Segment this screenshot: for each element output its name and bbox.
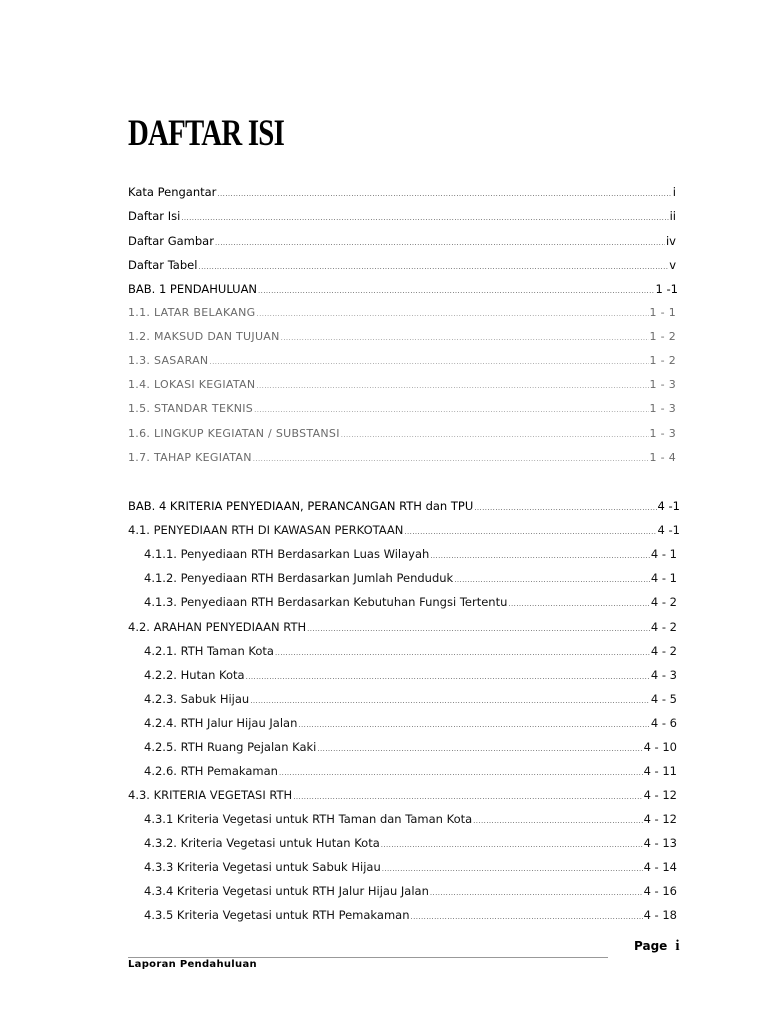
toc-page: 1 - 3 <box>649 402 676 415</box>
toc-entry-1-4[interactable] <box>128 376 676 394</box>
toc-page: 4 - 12 <box>643 788 677 802</box>
toc-page: 4 - 10 <box>643 740 677 754</box>
toc-page: 4 - 16 <box>643 884 677 898</box>
toc-label: 4.2.4. RTH Jalur Hijau Jalan <box>144 716 298 730</box>
leader-dots <box>474 499 656 517</box>
toc-page: 4 -1 <box>657 523 680 537</box>
toc-entry-4-2-5[interactable] <box>144 738 677 756</box>
toc-page: 1 - 4 <box>649 451 676 464</box>
toc-page: 4 - 14 <box>643 860 677 874</box>
toc-page: 4 - 1 <box>650 571 677 585</box>
toc-label: 4.2. ARAHAN PENYEDIAAN RTH <box>128 620 307 634</box>
toc-entry-1-2[interactable] <box>128 328 676 346</box>
leader-dots <box>381 836 643 854</box>
toc-label: 1.4. LOKASI KEGIATAN <box>128 378 256 391</box>
toc-label: 4.3. KRITERIA VEGETASI RTH <box>128 788 293 802</box>
leader-dots <box>250 692 650 710</box>
toc-entry-4-1-2[interactable] <box>144 569 677 587</box>
leader-dots <box>258 282 655 300</box>
toc-page: 4 - 13 <box>643 836 677 850</box>
toc-page: 4 - 18 <box>643 908 677 922</box>
leader-dots <box>215 234 665 252</box>
toc-entry-4-3-4[interactable] <box>144 882 677 900</box>
leader-dots <box>279 764 643 782</box>
toc-entry-1-5[interactable] <box>128 400 676 418</box>
toc-entry-1-7[interactable] <box>128 449 676 467</box>
leader-dots <box>293 788 642 806</box>
toc-entry-1-3[interactable] <box>128 352 676 370</box>
footer-report-name: Laporan Pendahuluan <box>128 959 257 970</box>
toc-label: 1.7. TAHAP KEGIATAN <box>128 451 252 464</box>
toc-label: 4.1.3. Penyediaan RTH Berdasarkan Kebutuhan Fungsi Tertentu <box>144 595 508 609</box>
toc-entry-daftar-gambar[interactable] <box>128 232 676 250</box>
toc-page: 4 - 1 <box>650 547 677 561</box>
leader-dots <box>275 644 650 662</box>
toc-entry-4-2-4[interactable] <box>144 714 677 732</box>
toc-label: 1.3. SASARAN <box>128 354 209 367</box>
footer-divider <box>128 957 608 958</box>
toc-page: 4 - 2 <box>650 644 677 658</box>
toc-entry-4-2-3[interactable] <box>144 690 677 708</box>
toc-label: 4.3.1 Kriteria Vegetasi untuk RTH Taman dan Taman Kota <box>144 812 473 826</box>
footer-page-indicator <box>634 938 679 955</box>
toc-label: 4.2.6. RTH Pemakaman <box>144 764 278 778</box>
footer-page-number: i <box>675 938 680 954</box>
leader-dots <box>404 523 656 541</box>
toc-label: 4.2.1. RTH Taman Kota <box>144 644 274 658</box>
toc-label: Daftar Isi <box>128 209 181 223</box>
leader-dots <box>317 740 642 758</box>
toc-entry-4-1-1[interactable] <box>144 545 677 563</box>
toc-page: 1 - 3 <box>649 378 676 391</box>
leader-dots <box>430 547 650 565</box>
leader-dots <box>217 185 671 203</box>
toc-entry-4-2-2[interactable] <box>144 666 677 684</box>
toc-label: 4.2.5. RTH Ruang Pejalan Kaki <box>144 740 317 754</box>
toc-label: 4.1.1. Penyediaan RTH Berdasarkan Luas Wilayah <box>144 547 430 561</box>
toc-entry-4-3-2[interactable] <box>144 834 677 852</box>
leader-dots <box>430 884 643 902</box>
toc-label: 4.2.3. Sabuk Hijau <box>144 692 250 706</box>
toc-entry-1-1[interactable] <box>128 304 676 322</box>
leader-dots <box>307 620 650 638</box>
leader-dots <box>508 595 650 613</box>
toc-page: v <box>669 258 676 272</box>
toc-entry-4-1-3[interactable] <box>144 593 677 611</box>
footer-page-label: Page <box>634 939 668 953</box>
leader-dots <box>281 329 649 347</box>
toc-label: 4.2.2. Hutan Kota <box>144 668 245 682</box>
toc-page: 4 - 3 <box>650 668 677 682</box>
leader-dots <box>454 571 650 589</box>
leader-dots <box>298 716 650 734</box>
toc-entry-daftar-tabel[interactable] <box>128 256 676 274</box>
toc-label: BAB. 4 KRITERIA PENYEDIAAN, PERANCANGAN RTH dan TPU <box>128 499 474 513</box>
toc-label: 1.5. STANDAR TEKNIS <box>128 402 254 415</box>
toc-label: 4.3.2. Kriteria Vegetasi untuk Hutan Kota <box>144 836 380 850</box>
leader-dots <box>254 401 648 419</box>
toc-entry-4-2-1[interactable] <box>144 642 677 660</box>
toc-page: ii <box>669 209 676 223</box>
toc-entry-bab-4[interactable] <box>128 497 680 515</box>
toc-page: 4 -1 <box>657 499 680 513</box>
leader-dots <box>253 450 649 468</box>
toc-label: 1.1. LATAR BELAKANG <box>128 306 256 319</box>
toc-entry-4-3-3[interactable] <box>144 858 677 876</box>
toc-page: 1 - 2 <box>649 330 676 343</box>
toc-label: 1.6. LINGKUP KEGIATAN / SUBSTANSI <box>128 427 340 440</box>
toc-page: 4 - 11 <box>643 764 677 778</box>
toc-entry-4-3-1[interactable] <box>144 810 677 828</box>
toc-page: 1 - 2 <box>649 354 676 367</box>
toc-page: 4 - 12 <box>643 812 677 826</box>
toc-label: 4.1.2. Penyediaan RTH Berdasarkan Jumlah Penduduk <box>144 571 454 585</box>
toc-label: 4.1. PENYEDIAAN RTH DI KAWASAN PERKOTAAN <box>128 523 404 537</box>
leader-dots <box>256 377 648 395</box>
toc-page: i <box>672 185 676 199</box>
toc-label: 1.2. MAKSUD DAN TUJUAN <box>128 330 280 343</box>
toc-entry-kata-pengantar[interactable] <box>128 183 676 201</box>
leader-dots <box>473 812 642 830</box>
leader-dots <box>181 209 668 227</box>
toc-entry-daftar-isi[interactable] <box>128 207 676 225</box>
leader-dots <box>382 860 643 878</box>
toc-entry-1-6[interactable] <box>128 425 676 443</box>
toc-label: Kata Pengantar <box>128 185 217 199</box>
toc-page: 4 - 6 <box>650 716 677 730</box>
leader-dots <box>198 258 668 276</box>
toc-page: 1 - 1 <box>649 306 676 319</box>
toc-entry-4-2-6[interactable] <box>144 762 677 780</box>
leader-dots <box>256 305 648 323</box>
toc-page: iv <box>665 234 676 248</box>
toc-entry-bab-1[interactable] <box>128 280 678 298</box>
page-title: DAFTAR ISI <box>128 113 285 154</box>
toc-label: BAB. 1 PENDAHULUAN <box>128 282 258 296</box>
toc-entry-4-1[interactable] <box>128 521 680 539</box>
toc-label: Daftar Gambar <box>128 234 214 248</box>
leader-dots <box>341 426 649 444</box>
toc-entry-4-3-5[interactable] <box>144 906 677 924</box>
toc-page: 4 - 5 <box>650 692 677 706</box>
toc-page: 4 - 2 <box>650 620 677 634</box>
leader-dots <box>209 353 648 371</box>
toc-label: 4.3.4 Kriteria Vegetasi untuk RTH Jalur Hijau Jalan <box>144 884 429 898</box>
toc-page: 4 - 2 <box>650 595 677 609</box>
toc-entry-4-3[interactable] <box>128 786 677 804</box>
toc-label: 4.3.3 Kriteria Vegetasi untuk Sabuk Hijau <box>144 860 381 874</box>
toc-label: 4.3.5 Kriteria Vegetasi untuk RTH Pemakaman <box>144 908 410 922</box>
leader-dots <box>410 908 642 926</box>
toc-label: Daftar Tabel <box>128 258 198 272</box>
toc-page: 1 - 3 <box>649 427 676 440</box>
leader-dots <box>246 668 650 686</box>
toc-entry-4-2[interactable] <box>128 618 677 636</box>
toc-page: 1 -1 <box>655 282 678 296</box>
